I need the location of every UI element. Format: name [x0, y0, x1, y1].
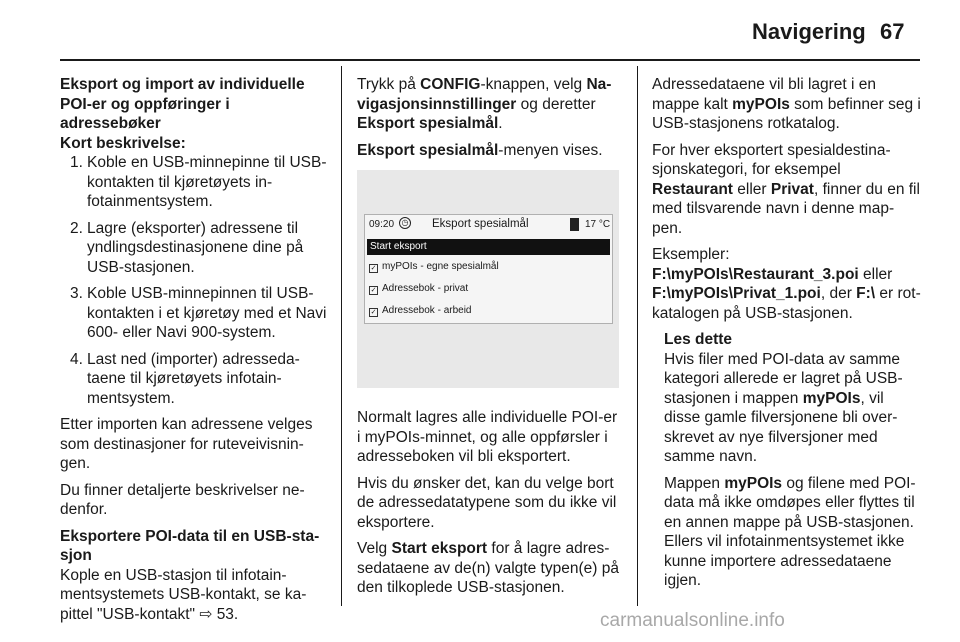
page-title: Navigering [752, 19, 866, 44]
list-item: 4. Last ned (importer) adresseda-taene til kjøretøyets infotain-mentsystem. [70, 350, 300, 407]
header-rule [60, 59, 920, 61]
paragraph: Normalt lagres alle individuelle POI-er i myPOIs-minnet, og alle oppførsler i adresseboken vil bli eksportert. [357, 409, 618, 465]
paragraph: Eksport spesialmål-menyen vises. [357, 141, 603, 159]
page-ref-arrow-icon: ⇨ [199, 605, 213, 623]
paragraph: Etter importen kan adressene velges som destinasjoner for ruteveivisnin-gen. [60, 416, 313, 472]
watermark: carmanualsonline.info [600, 610, 785, 631]
paragraph: Eksempler: F:\myPOIs\Restaurant_3.poi eller F:\myPOIs\Privat_1.poi, der F:\ er rot-katalogen på USB-stasjonen. [652, 246, 921, 322]
note-box [652, 330, 924, 591]
section-heading: Eksport og import av individuelle POI-er og oppføringer i adressebøker [60, 76, 305, 132]
menu-item-addressbook-private[interactable]: ✓ Adressebok - privat [370, 283, 469, 294]
clock-time: 09:20 [369, 219, 395, 230]
checkbox-icon: ✓ [370, 265, 377, 272]
paragraph: Kople en USB-stasjon til infotain-mentsystemets USB-kontakt, se ka-pittel "USB-kontakt" ⇨ 53. [60, 566, 307, 623]
list-item: 2. Lagre (eksporter) adressene til yndlingsdestinasjonene dine på USB-stasjonen. [70, 219, 304, 276]
paragraph: Hvis filer med POI-data av samme kategori allerede er lagret på USB-stasjonen i mappen myPOIs, vil disse gamle filversjonene bli over-skrevet av nye filversjoner med samme navn. [664, 350, 903, 465]
page-number: 67 [880, 19, 905, 44]
start-export-menu-item[interactable]: Start eksport [367, 239, 610, 255]
screenshot-figure [357, 170, 619, 388]
column-middle [357, 75, 623, 605]
subheading: Kort beskrivelse: [60, 134, 186, 152]
checkbox-icon: ✓ [370, 287, 377, 294]
paragraph: Mappen myPOIs og filene med POI-data må ikke omdøpes eller flyttes til en annen mappe på USB-stasjonen. Ellers vil infotainmentsystemet ikke kunne importere adressedataene igjen. [664, 474, 916, 589]
paragraph: Velg Start eksport for å lagre adres-sedataene av de(n) valgte typen(e) på den tilkoplede USB-stasjonen. [357, 540, 619, 596]
paragraph: Du finner detaljerte beskrivelser ne-denfor. [60, 481, 305, 518]
paragraph: Adressedataene vil bli lagret i en mappe kalt myPOIs som befinner seg i USB-stasjonens rotkatalog. [652, 76, 921, 132]
paragraph: For hver eksportert spesialdestina-sjonskategori, for eksempel Restaurant eller Privat, finner du en fil med tilsvarende navn i denne map-pen. [652, 141, 920, 237]
column-left [60, 75, 330, 631]
section-heading: Eksportere POI-data til en USB-sta-sjon [60, 527, 320, 564]
page-reference[interactable]: 53. [216, 605, 239, 623]
column-divider [637, 66, 638, 606]
list-item: 3. Koble USB-minnepinnen til USB-kontakten i et kjøretøy med et Navi 600- eller Navi 900-system. [70, 285, 327, 341]
list-item: 1. Koble en USB-minnepinne til USB-kontakten til kjøretøyets in-fotainmentsystem. [70, 154, 327, 210]
menu-item-addressbook-work[interactable]: ✓ Adressebok - arbeid [370, 305, 472, 316]
fuel-icon [570, 218, 579, 231]
steps-list [60, 153, 330, 408]
menu-item-mypois[interactable]: ✓ myPOIs - egne spesialmål [370, 261, 499, 272]
paragraph: Trykk på CONFIG-knappen, velg Na-vigasjonsinnstillinger og deretter Eksport spesialmål. [357, 76, 612, 132]
checkbox-icon: ✓ [370, 309, 377, 316]
clock-icon: ◷ [399, 217, 411, 229]
column-right [652, 75, 924, 598]
screen-status-bar [365, 215, 612, 235]
temperature: 17 °C [585, 219, 611, 230]
screen-title: Eksport spesialmål [432, 218, 529, 230]
paragraph: Hvis du ønsker det, kan du velge bort de adressedatatypene som du ikke vil eksportere. [357, 474, 617, 531]
note-title: Les dette [664, 331, 733, 348]
infotainment-screen [364, 214, 613, 324]
column-divider [341, 66, 342, 606]
